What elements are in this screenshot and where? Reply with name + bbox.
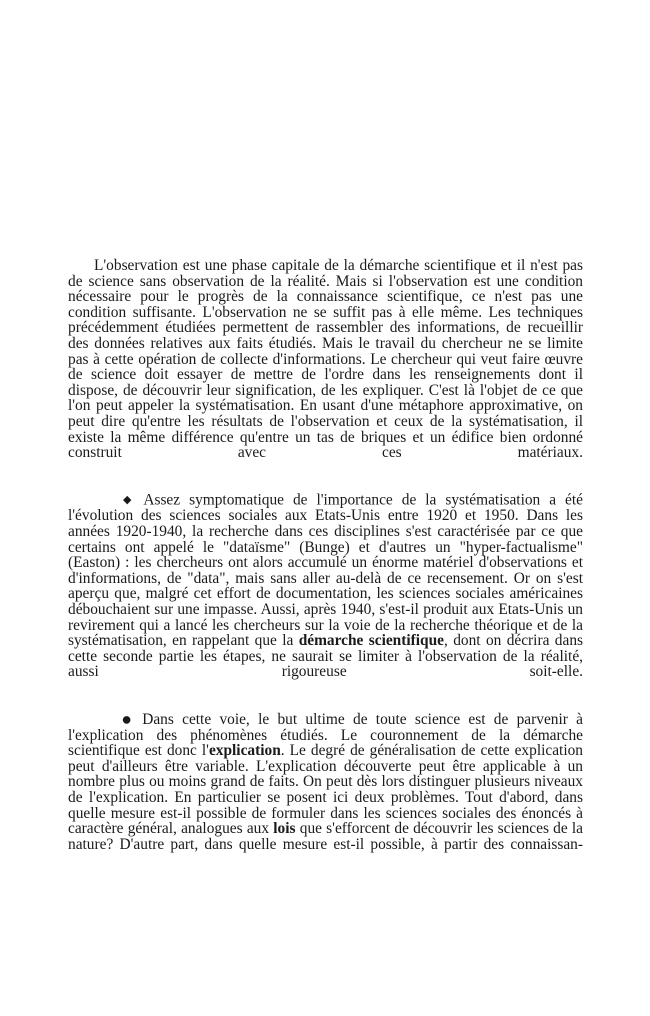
paragraph-1: [68, 258, 583, 476]
text-run: Assez symptomatique de l'importance de la systématisation a été l'évolution des sciences sociales aux Etats-Unis entre 1920 et 1950. Dans les années 1920-1940, la recherche dans ces disciplines s'est caractérisée par ce que certains ont appelé le "dataïsme" (Bunge) et d'autres un "hyper-factualisme" (Easton) : les chercheurs ont alors accumulé un énorme matériel d'observations et d'informations, de "data", mais sans aller au-delà de ce recensement. Or on s'est aperçu que, malgré cet effort de documentation, les sciences sociales américaines débouchaient sur une impasse. Aussi, après 1940, s'est-il produit aux Etats-Unis un revirement qui a lancé les chercheurs sur la voie de la recherche théorique et de la systématisation, en rappelant que la: [68, 491, 583, 650]
round-bullet: ●: [118, 714, 136, 726]
text-run: que s'efforcent de découvrir les sciences de la nature? D'autre part, dans quelle mesure est-il possible, à partir des connaissan-: [68, 820, 583, 853]
diamond-bullet: ◆: [118, 493, 137, 507]
paragraph-3: [68, 712, 583, 868]
body-text-block: [68, 258, 583, 868]
text-run: . Le degré de généralisation de cette explication peut d'ailleurs être variable. L'explication découverte peut être applicable à un nombre plus ou moins grand de faits. On peut dès lors distinguer plusieurs niveaux de l'explication. En particulier se posent ici deux problèmes. Tout d'abord, dans quelle mesure est-il possible de formuler dans les sciences sociales des énoncés à caractère général, analogues aux: [68, 742, 583, 838]
text-run: , dont on décrira dans cette seconde partie les étapes, ne saurait se limiter à l'observation de la réalité, aussi rigoureuse soit-elle.: [68, 632, 583, 681]
emphasis-term: démarche scientifique: [298, 632, 444, 650]
emphasis-term: lois: [273, 820, 296, 838]
text-run: L'observation est une phase capitale de la démarche scientifique et il n'est pas de science sans observation de la réalité. Mais si l'observation est une condition nécessaire pour le progrès de la connaissance scientifique, ce n'est pas une condition suffisante. L'observation ne se suffit pas à elle même. Les techniques précédemment étudiées permettent de rassembler des informations, de recueillir des données relatives aux faits étudiés. Mais le travail du chercheur ne se limite pas à cette opération de collecte d'informations. Le chercheur qui veut faire œuvre de science doit essayer de mettre de l'ordre dans les renseignements dont il dispose, de découvrir leur signification, de les expliquer. C'est là l'objet de ce que l'on peut appeler la systématisation. En usant d'une métaphore approximative, on peut dire qu'entre les résultats de l'observation et ceux de la systématisation, il existe la même différence qu'entre un tas de briques et un édifice bien ordonné construit avec ces matériaux.: [68, 257, 583, 462]
text-run: Dans cette voie, le but ultime de toute science est de parvenir à l'explication des phénomènes étudiés. Le couronnement de la démarche scientifique est donc l': [68, 710, 583, 760]
paragraph-2: [68, 492, 583, 695]
emphasis-term: explication: [208, 742, 281, 760]
